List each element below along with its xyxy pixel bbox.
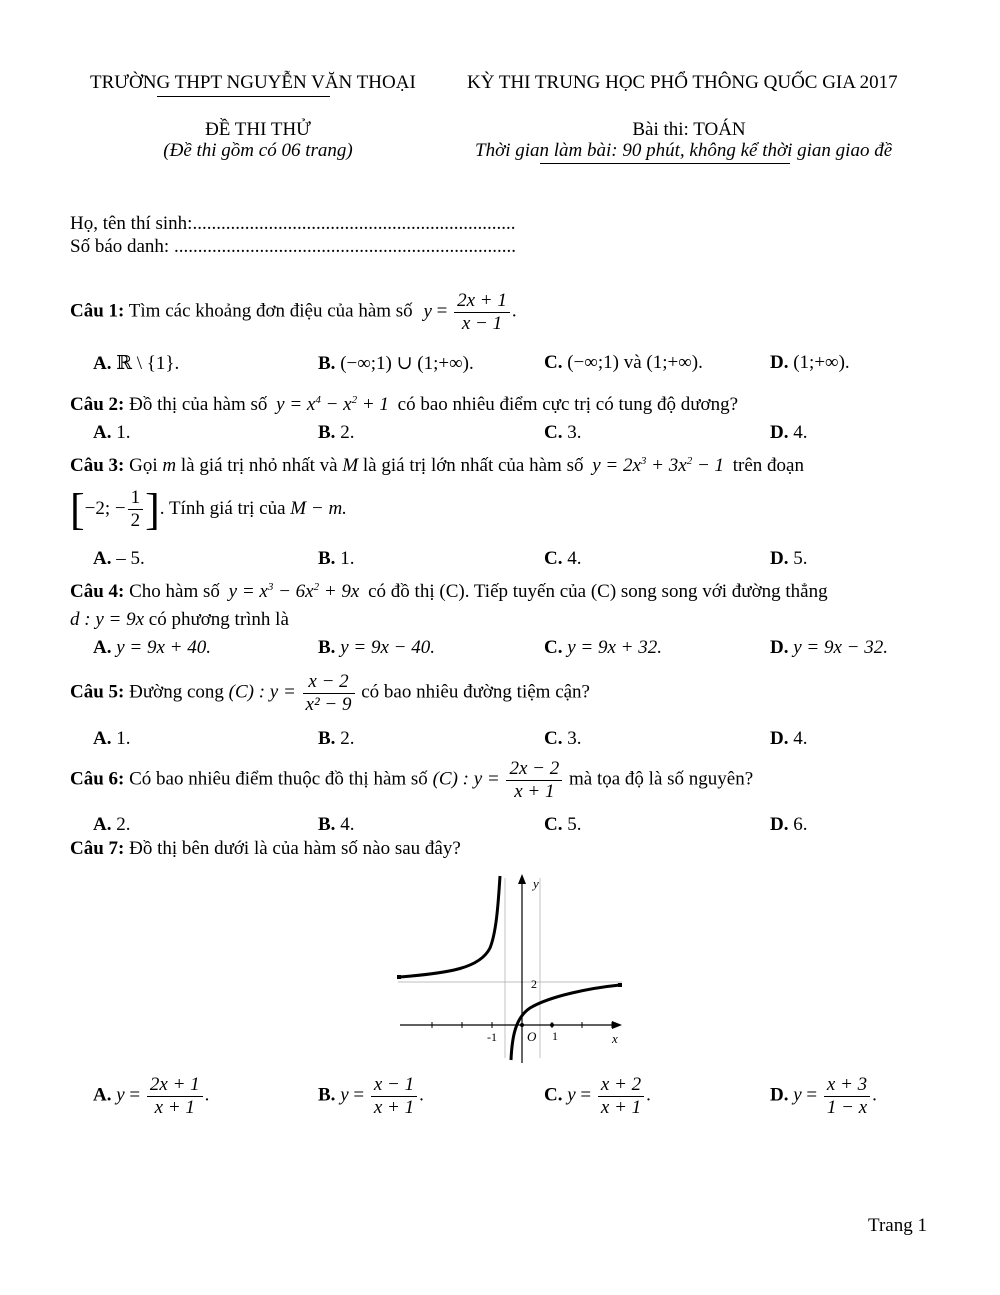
- tick-label-2: 2: [531, 977, 537, 991]
- tick-label-neg1: -1: [487, 1030, 497, 1044]
- q4-option-c[interactable]: C. y = 9x + 32.: [544, 637, 662, 658]
- q5-option-c[interactable]: C. 3.: [544, 728, 582, 749]
- q1-option-c[interactable]: C. (−∞;1) và (1;+∞).: [544, 352, 703, 373]
- q2-option-c[interactable]: C. 3.: [544, 422, 582, 443]
- page-number: Trang 1: [868, 1215, 927, 1236]
- school-underline: [157, 96, 330, 97]
- q1-option-a[interactable]: A. ℝ \ {1}.: [93, 353, 180, 374]
- q6-option-a[interactable]: A. 2.: [93, 814, 131, 835]
- q5-option-d[interactable]: D. 4.: [770, 728, 808, 749]
- q1-option-d[interactable]: D. (1;+∞).: [770, 352, 850, 373]
- q4-line2: d : y = 9x có phương trình là: [70, 609, 289, 630]
- time-underline: [540, 163, 790, 164]
- q5-option-a[interactable]: A. 1.: [93, 728, 131, 749]
- q6-option-d[interactable]: D. 6.: [770, 814, 808, 835]
- exam-title: KỲ THI TRUNG HỌC PHỔ THÔNG QUỐC GIA 2017: [467, 72, 898, 93]
- origin-dot: [520, 1023, 524, 1027]
- curve-right-branch: [511, 985, 620, 1060]
- q7-option-a[interactable]: A. y = $\frac{2x + 1}{x + 1}$ .: [93, 1074, 210, 1118]
- q5-option-b[interactable]: B. 2.: [318, 728, 355, 749]
- q3-interval-line: [−2; − $\frac{1}{2}$ ]. Tính giá trị của M − m.: [70, 485, 347, 534]
- pages-note: (Đề thi gồm có 06 trang): [163, 140, 353, 161]
- origin-label: O: [527, 1029, 537, 1044]
- curve-left-branch: [400, 876, 500, 977]
- q1-text: Tìm các khoảng đơn điệu của hàm số: [128, 300, 413, 322]
- q2-option-b[interactable]: B. 2.: [318, 422, 355, 443]
- q7-option-d[interactable]: D. y = $\frac{x + 3}{1 - x}$ .: [770, 1074, 877, 1118]
- candidate-id-field: Số báo danh: ........................................................................: [70, 236, 516, 257]
- graph-grid: [398, 878, 622, 1058]
- x-axis-label: x: [612, 1031, 618, 1046]
- y-axis-arrow: [518, 874, 526, 884]
- trial-label: ĐỀ THI THỬ: [205, 119, 311, 140]
- question-5: Câu 5: Đường cong (C) : y = $\frac{x - 2}{\text{x² − 9}}$ có bao nhiêu đường tiệm cận?: [70, 671, 590, 715]
- q3-option-a[interactable]: A. – 5.: [93, 548, 145, 569]
- question-7: Câu 7: Đồ thị bên dưới là của hàm số nào sau đây?: [70, 838, 461, 859]
- q4-option-a[interactable]: A. y = 9x + 40.: [93, 637, 211, 658]
- q1-option-b[interactable]: B. (−∞;1) ∪ (1;+∞).: [318, 353, 474, 374]
- right-end-marker: [618, 983, 622, 987]
- q3-option-b[interactable]: B. 1.: [318, 548, 355, 569]
- left-end-marker: [397, 975, 401, 979]
- question-4: Câu 4: Cho hàm số $y = x^3 - 6x^2 + 9x$ có đồ thị (C). Tiếp tuyến của (C) song song với đường thẳng: [70, 581, 828, 602]
- q6-option-c[interactable]: C. 5.: [544, 814, 582, 835]
- q3-option-d[interactable]: D. 5.: [770, 548, 808, 569]
- q4-option-d[interactable]: D. y = 9x − 32.: [770, 637, 888, 658]
- school-name: TRƯỜNG THPT NGUYỄN VĂN THOẠI: [90, 72, 416, 93]
- subject-label: Bài thi: TOÁN: [632, 119, 746, 140]
- q7-option-b[interactable]: B. y = $\frac{x - 1}{x + 1}$ .: [318, 1074, 424, 1118]
- candidate-name-field: Họ, tên thí sinh:....................................................................: [70, 213, 516, 234]
- question-3: Câu 3: Gọi m là giá trị nhỏ nhất và M là giá trị lớn nhất của hàm số $y = 2x^3 + 3x^2 - 1$ trên đoạn: [70, 455, 804, 476]
- q2-option-d[interactable]: D. 4.: [770, 422, 808, 443]
- x-axis-arrow: [612, 1021, 622, 1029]
- question-2: Câu 2: Đồ thị của hàm số $y = x^4 - x^2 + 1$ có bao nhiêu điểm cực trị có tung độ dương?: [70, 394, 739, 415]
- q4-option-b[interactable]: B. y = 9x − 40.: [318, 637, 435, 658]
- q7-option-c[interactable]: C. y = $\frac{x + 2}{x + 1}$ .: [544, 1074, 651, 1118]
- function-graph: [390, 868, 640, 1068]
- question-1: Câu 1: Tìm các khoảng đơn điệu của hàm số y = $\frac{2x + 1}{x - 1}$ .: [70, 290, 517, 334]
- q1-label: Câu 1:: [70, 300, 125, 322]
- tick-label-1: 1: [552, 1029, 558, 1043]
- time-note: Thời gian làm bài: 90 phút, không kể thời gian giao đề: [475, 140, 893, 161]
- q6-option-b[interactable]: B. 4.: [318, 814, 355, 835]
- q3-option-c[interactable]: C. 4.: [544, 548, 582, 569]
- question-6: Câu 6: Có bao nhiêu điểm thuộc đồ thị hàm số (C) : y = $\frac{2x - 2}{x + 1}$ mà tọa độ là số nguyên?: [70, 758, 754, 802]
- point-1-dot: [550, 1023, 554, 1027]
- y-axis-label: y: [533, 876, 539, 891]
- q2-option-a[interactable]: A. 1.: [93, 422, 131, 443]
- q1-fraction: $\frac{2x + 1}{x - 1}$: [454, 290, 510, 335]
